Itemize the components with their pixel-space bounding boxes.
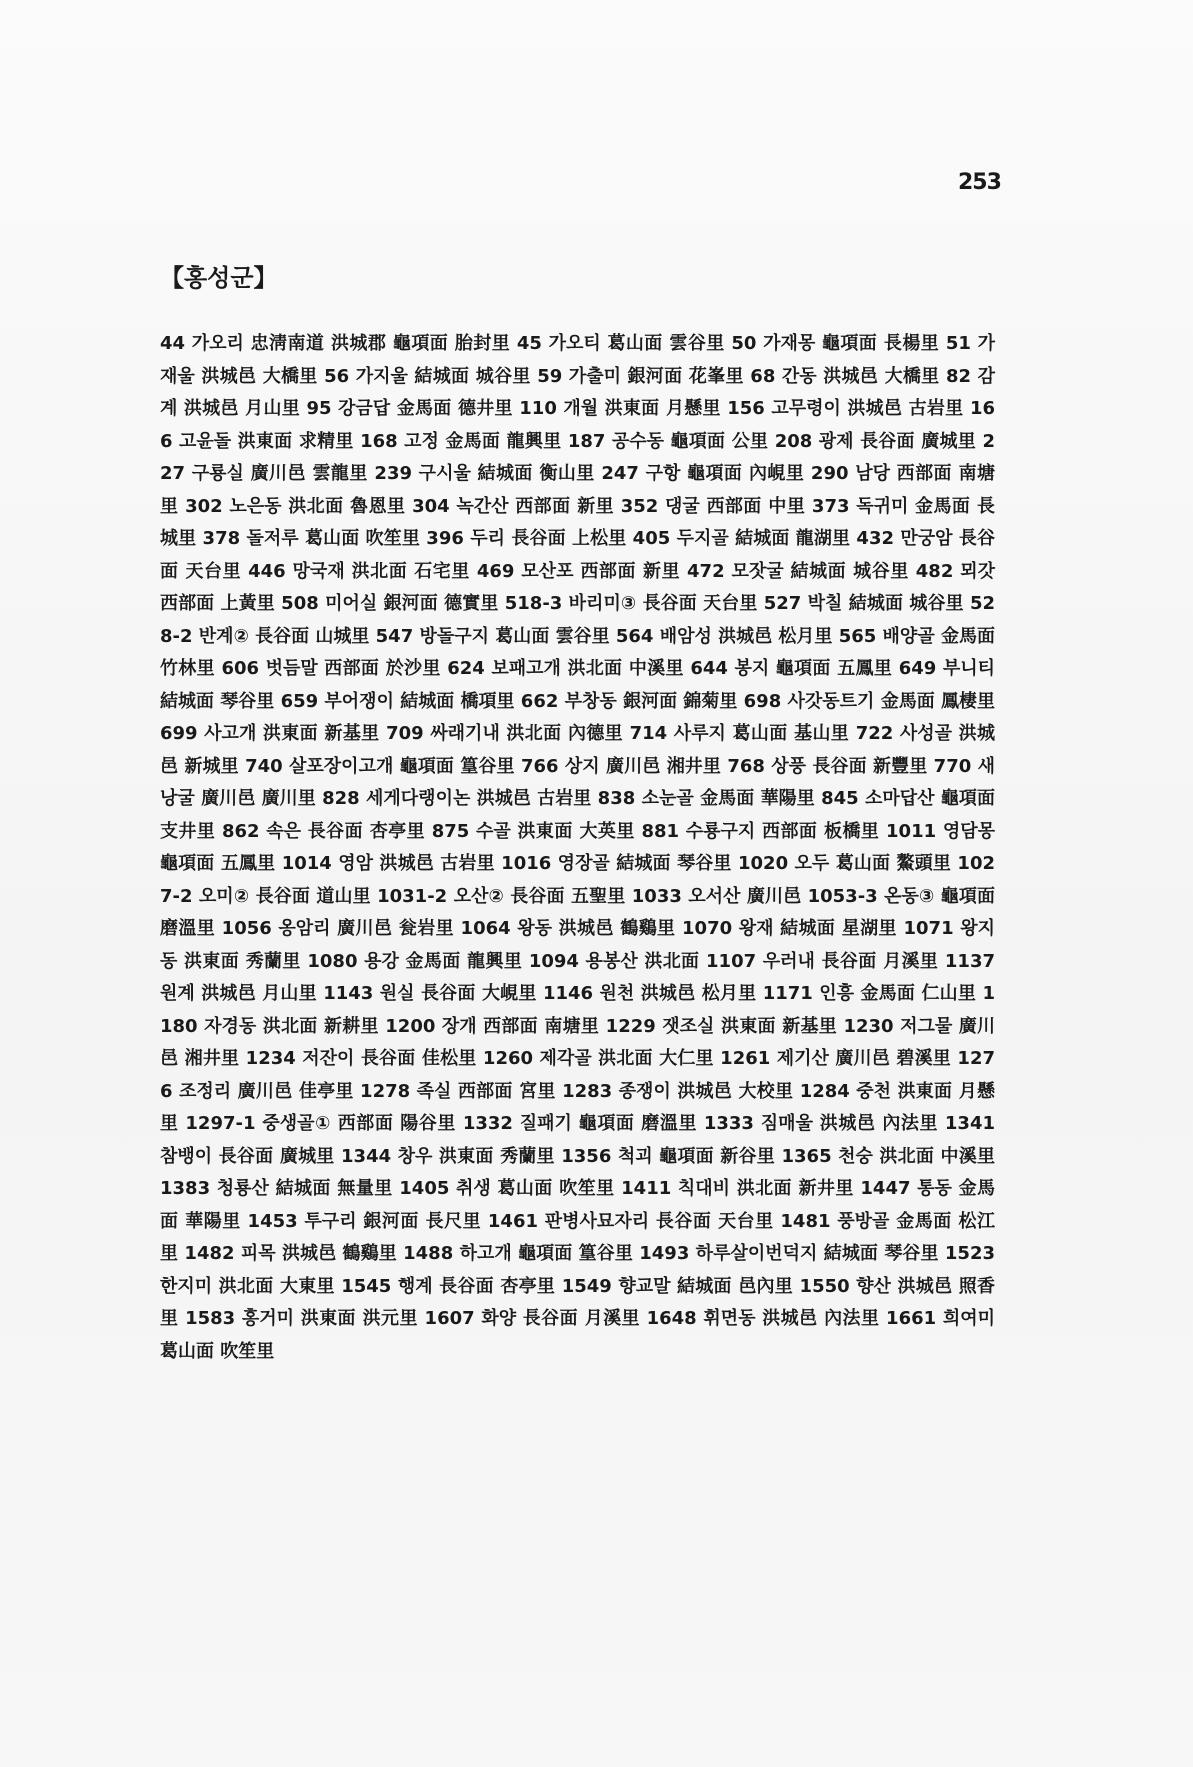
place-name-entries: 44 가오리 忠淸南道 洪城郡 龜項面 胎封里 45 가오티 葛山面 雲谷里 50 가재몽 龜項面 長楊里 51 가재울 洪城邑 大橋里 56 가지울 結城面 城谷里 59 가출미 銀河面 花峯里 68 간동 洪城邑 大橋里 82 감계 洪城邑 月山里 95 강금답 金馬面 德井里 110 개월 洪東面 月懸里 156 고무령이 洪城邑 古岩里 166 고윤돌 洪東面 求精里 168 고정 金馬面 龍興里 187 공수동 龜項面 公里 208 광제 長谷面 廣城里 227 구룡실 廣川邑 雲龍里 239 구시울 結城面 衡山里 247 구항 龜項面 內峴里 290 남당 西部面 南塘里 302 노은동 洪北面 魯恩里 304 녹간산 西部面 新里 352 댕굴 西部面 中里 373 독귀미 金馬面 長城里 378 돌저루 葛山面 吹笙里 396 두리 長谷面 上松里 405 두지골 結城面 龍湖里 432 만궁암 長谷面 天台里 446 망국재 洪北面 石宅里 469 모산포 西部面 新里 472 모잣굴 結城面 城谷里 482 뫼갓 西部面 上黃里 508 미어실 銀河面 德實里 518-3 바리미③ 長谷面 天台里 527 박칠 結城面 城谷里 528-2 반계② 長谷面 山城里 547 방돌구지 葛山面 雲谷里 564 배암성 洪城邑 松月里 565 배양골 金馬面 竹林里 606 벗듬말 西部面 於沙里 624 보패고개 洪北面 中溪里 644 봉지 龜項面 五鳳里 649 부니티 結城面 琴谷里 659 부어쟁이 結城面 橋項里 662 부창동 銀河面 錦菊里 698 사갓동트기 金馬面 鳳棲里 699 사고개 洪東面 新基里 709 싸래기내 洪北面 內德里 714 사루지 葛山面 基山里 722 사성골 洪城邑 新城里 740 살포장이고개 龜項面 篁谷里 766 상지 廣川邑 湘井里 768 상풍 長谷面 新豐里 770 새낭굴 廣川邑 廣川里 828 세게다랭이논 洪城邑 古岩里 838 소눈골 金馬面 華陽里 845 소마답산 龜項面 支井里 862 속은 長谷面 杏亭里 875 수골 洪東面 大英里 881 수룡구지 西部面 板橋里 1011 영담몽 龜項面 五鳳里 1014 영암 洪城邑 古岩里 1016 영장골 結城面 琴谷里 1020 오두 葛山面 鰲頭里 1027-2 오미② 長谷面 道山里 1031-2 오산② 長谷面 五聖里 1033 오서산 廣川邑 1053-3 온동③ 龜項面 磨溫里 1056 옹암리 廣川邑 瓮岩里 1064 왕동 洪城邑 鶴鷄里 1070 왕재 結城面 星湖里 1071 왕지동 洪東面 秀蘭里 1080 용강 金馬面 龍興里 1094 용봉산 洪北面 1107 우러내 長谷面 月溪里 1137 원계 洪城邑 月山里 1143 원실 長谷面 大峴里 1146 원천 洪城邑 松月里 1171 인흥 金馬面 仁山里 1180 자경동 洪北面 新耕里 1200 장개 西部面 南塘里 1229 잿조실 洪東面 新基里 1230 저그물 廣川邑 湘井里 1234 저잔이 長谷面 佳松里 1260 제각골 洪北面 大仁里 1261 제기산 廣川邑 碧溪里 1276 조정리 廣川邑 佳亭里 1278 족실 西部面 宮里 1283 종쟁이 洪城邑 大校里 1284 중천 洪東面 月懸里 1297-1 중생골① 西部面 陽谷里 1332 질패기 龜項面 磨溫里 1333 짐매울 洪城邑 內法里 1341 참뱅이 長谷面 廣城里 1344 창우 洪東面 秀蘭里 1356 척괴 龜項面 新谷里 1365 천숭 洪北面 中溪里 1383 청룡산 結城面 無量里 1405 취생 葛山面 吹笙里 1411 칙대비 洪北面 新井里 1447 통동 金馬面 華陽里 1453 투구리 銀河面 長尺里 1461 판병사묘자리 長谷面 天台里 1481 풍방골 金馬面 松江里 1482 피목 洪城邑 鶴鷄里 1488 하고개 龜項面 篁谷里 1493 하루살이번덕지 結城面 琴谷里 1523 한지미 洪北面 大東里 1545 행계 長谷面 杏亭里 1549 향교말 結城面 邑內里 1550 향산 洪城邑 照香里 1583 홍거미 洪東面 洪元里 1607 화양 長谷面 月溪里 1648 휘면동 洪城邑 內法里 1661 희여미 葛山面 吹笙里	[160, 333, 995, 1362]
section-heading: 【홍성군】	[160, 264, 278, 292]
page-number: 253	[958, 170, 1001, 195]
